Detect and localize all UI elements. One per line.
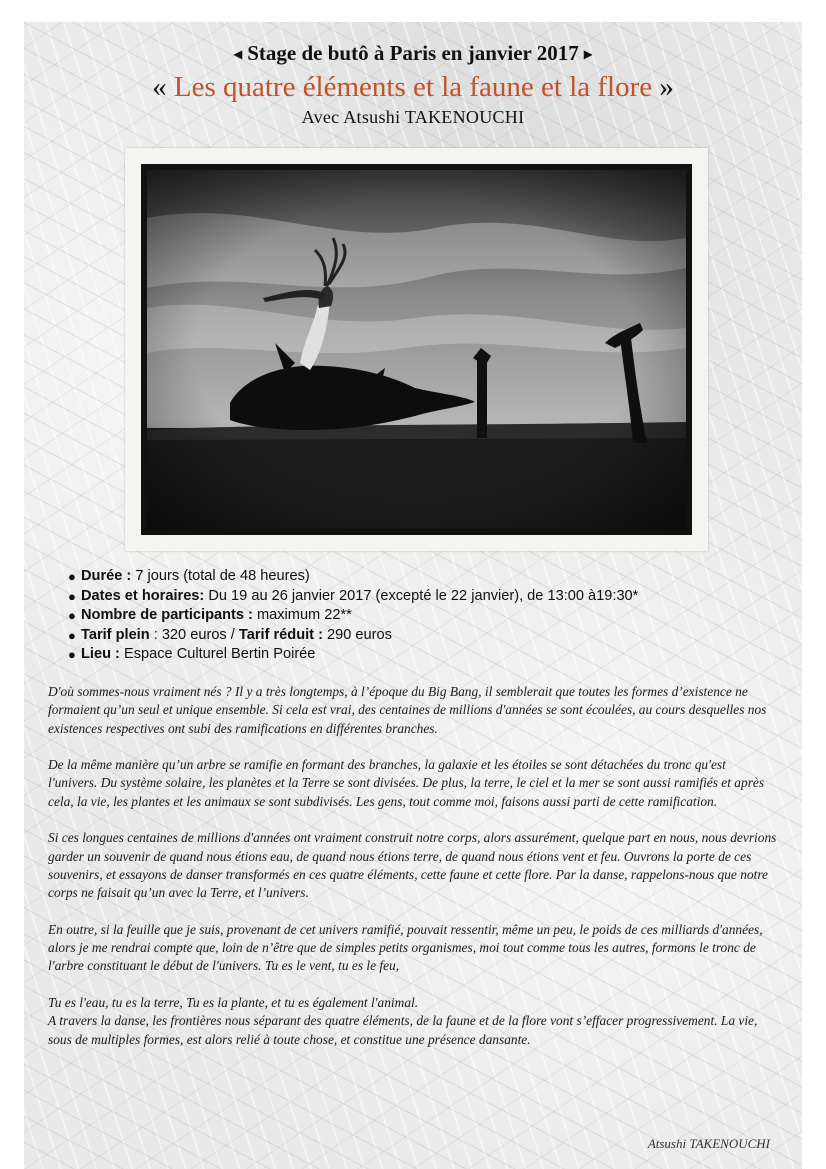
detail-participants [66,606,786,626]
bullet-icon: ● [68,647,76,662]
paragraph: En outre, si la feuille que je suis, provenant de cet univers ramifié, pouvait ressentir, même un peu, le poids de ces milliards d'années, alors je me rendrai compte que, loin de n’être que de simples petits organismes, moi tout comme tous les autres, formons le tronc de l'arbre constituant le début de l'univers. Tu es le vent, tu es le feu, [48,921,763,974]
bullet-icon: ● [68,588,76,604]
workshop-heading [24,40,802,68]
detail-value: Du 19 au 26 janvier 2017 (excepté le 22 janvier), de 13:00 à19:30* [204,587,639,604]
quote-open: « [152,71,167,103]
paragraph: A travers la danse, les frontières nous séparant des quatre éléments, de la faune et de la flore vont s’effacer progressivement. La vie, sous de multiples formes, est alors relié à toute chose, et constitue une présence dansante. [48,1013,758,1047]
signature: Atsushi TAKENOUCHI [647,1136,770,1151]
detail-value: : 320 euros / [149,626,239,643]
teacher-line: Avec Atsushi TAKENOUCHI [301,107,525,127]
marble-page [24,22,802,1169]
detail-duration [66,567,786,587]
bullet-icon: ● [68,608,76,623]
detail-value: 7 jours (total de 48 heures) [131,568,310,584]
detail-label: Lieu : [81,646,120,662]
right-arrow-icon: ▸ [584,46,593,63]
description-text [48,683,778,1049]
detail-label-reduced: Tarif réduit : [238,626,323,643]
paragraph: De la même manière qu’un arbre se ramifie en formant des branches, la galaxie et les étoiles se sont détachées du tronc qu'est l'univers. Du système solaire, les planètes et la Terre se sont divisées. De plus, la terre, le ciel et la mer se sont aussi ramifiés et après cela, la vie, les plantes et les animaux se sont subdivisés. Les gens, tout comme moi, faisons aussi parti de cette ramification. [48,757,765,809]
bullet-icon: ● [68,569,76,584]
detail-value-reduced: 290 euros [322,626,392,643]
paragraph: D'où sommes-nous vraiment nés ? Il y a très longtemps, à l’époque du Big Bang, il semblerait que toutes les formes d’existence ne formaient qu’un seul et unique ensemble. Si cela est vrai, des centaines de millions d'années se sont écoulées, au cours desquelles nos existences respectives ont subi des ramifications en différentes branches. [48,684,767,736]
detail-venue [66,645,786,665]
bullet-icon: ● [68,627,76,643]
detail-label: Dates et horaires: [81,587,205,604]
detail-label: Nombre de participants : [81,607,253,623]
detail-label: Tarif plein [81,626,150,643]
left-arrow-icon: ◂ [233,46,242,63]
quote-close: » [659,71,674,103]
title-text: Les quatre éléments et la faune et la flore [173,71,653,103]
paragraph: Tu es l'eau, tu es la terre, Tu es la plante, et tu es également l'animal. [48,995,419,1011]
header [24,40,802,128]
workshop-heading-text: Stage de butô à Paris en janvier 2017 [247,41,579,65]
detail-value: maximum 22** [252,607,352,623]
detail-value: Espace Culturel Bertin Poirée [119,646,316,662]
detail-price [66,626,786,646]
workshop-details-list [66,567,786,665]
workshop-title [24,68,802,106]
dancer-photo [125,148,708,551]
dancer-silhouette-image [135,158,698,541]
paragraph: Si ces longues centaines de millions d'années ont vraiment construit notre corps, alors assurément, quelque part en nous, nous devrions garder un souvenir de quand nous étions eau, de quand nous étions terre, de quand nous étions vent et feu. Ouvrons la porte de ces souvenirs, et essayons de danser transformés en ces quatre éléments, cette faune et cette flore. Par la danse, rappelons-nous que notre corps ne faisait qu’un avec la Terre, et l’univers. [48,830,777,901]
detail-label: Durée : [81,568,132,584]
detail-dates [66,587,786,607]
